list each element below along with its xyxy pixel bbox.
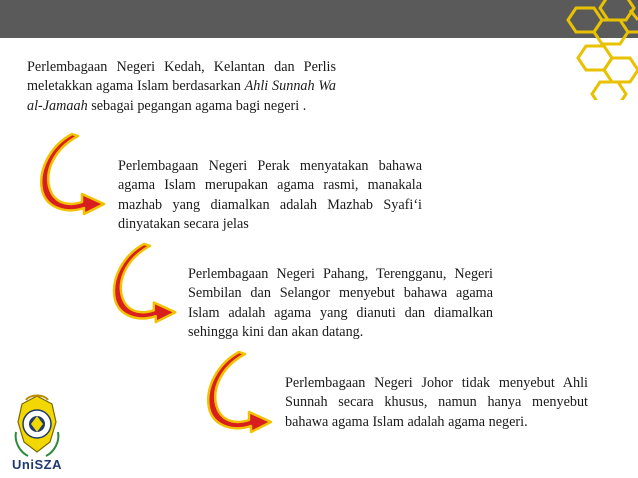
text-italic: Ahli Sunnah Wa al-Jamaah (27, 78, 336, 114)
text-perak (118, 157, 422, 235)
text-johor (285, 374, 588, 432)
text-part: Perlembagaan Negeri Kedah, Kelantan dan Perlis meletakkan agama Islam berdasarkan (27, 59, 336, 95)
curved-arrow-icon (202, 350, 280, 434)
corner-geometric-icon (546, 0, 638, 100)
top-bar (0, 0, 638, 38)
text-part: sebagai pegangan agama bagi negeri . (87, 97, 307, 114)
unisza-logo-text: UniSZA (12, 457, 62, 472)
text-part: Perlembagaan Negeri Johor tidak menyebut Ahli Sunnah secara khusus, namun hanya menyebut bahawa agama Islam adalah agama negeri. (285, 375, 588, 430)
text-part: Perlembagaan Negeri Pahang, Terengganu, Negeri Sembilan dan Selangor menyebut bahawa agama Islam adalah agama yang dianuti dan diamalkan sehingga kini dan akan datang. (188, 266, 493, 341)
text-pahang-terengganu (188, 265, 493, 343)
text-kedah-kelantan-perlis (27, 58, 336, 116)
text-part: Perlembagaan Negeri Perak menyatakan bahawa agama Islam merupakan agama rasmi, manakala mazhab yang diamalkan adalah Mazhab Syafi‘i dinyatakan secara jelas (118, 158, 422, 233)
curved-arrow-icon (108, 242, 184, 324)
curved-arrow-icon (38, 132, 110, 216)
